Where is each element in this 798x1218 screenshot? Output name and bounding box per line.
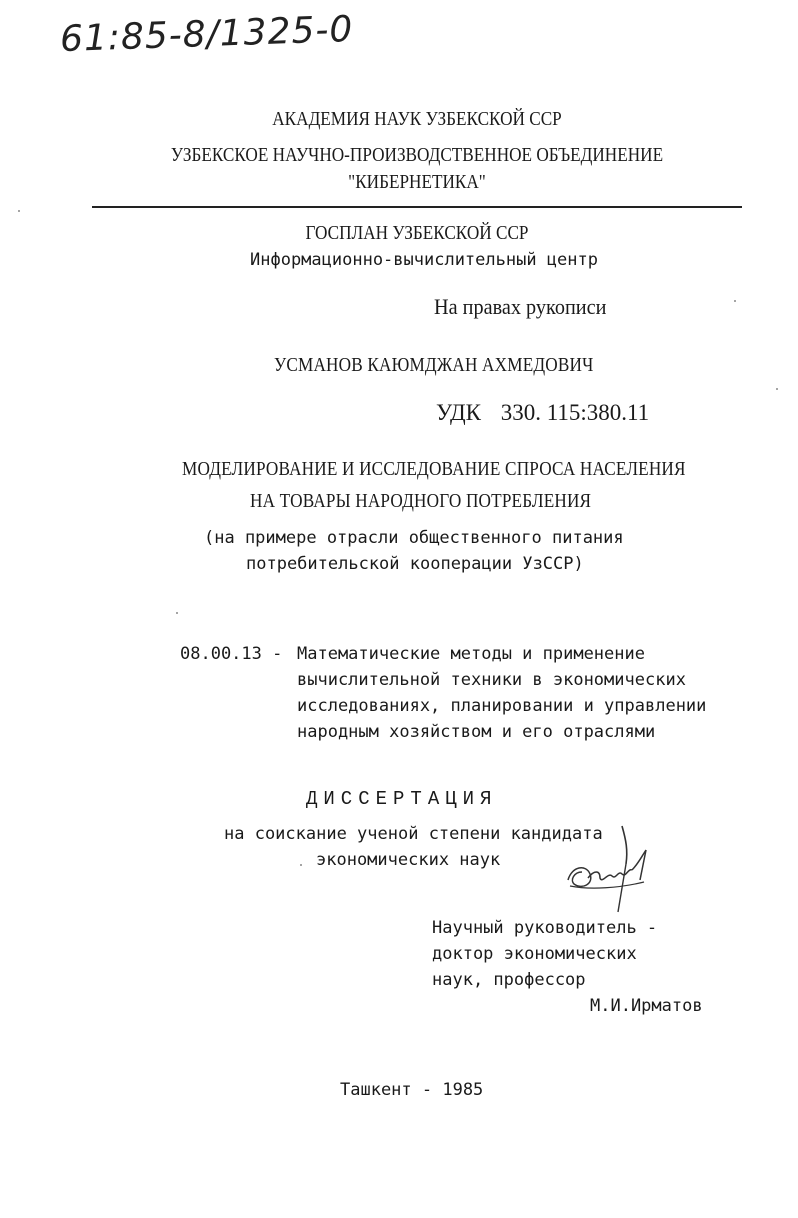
udc-line — [436, 400, 649, 426]
udc-label: УДК — [436, 400, 481, 425]
city-year: Ташкент - 1985 — [340, 1080, 484, 1100]
supervisor-name: М.И.Ирматов — [590, 996, 703, 1016]
association-title: УЗБЕКСКОЕ НАУЧНО-ПРОИЗВОДСТВЕННОЕ ОБЪЕДИНЕНИЕ — [170, 144, 664, 166]
supervisor-line1: Научный руководитель - — [432, 918, 658, 938]
specialty-line1: Математические методы и применение — [297, 644, 645, 664]
scan-speck — [300, 864, 302, 866]
dissertation-title-line2: НА ТОВАРЫ НАРОДНОГО ПОТРЕБЛЕНИЯ — [250, 490, 592, 512]
dissertation-heading: ДИССЕРТАЦИЯ — [306, 788, 498, 810]
scan-speck — [776, 388, 778, 390]
archive-code: 61:85-8/1325-0 — [59, 8, 354, 61]
author-name: УСМАНОВ КАЮМДЖАН АХМЕДОВИЧ — [274, 354, 594, 376]
scan-speck — [18, 210, 20, 212]
specialty-code: 08.00.13 - — [180, 644, 283, 664]
gosplan-title: ГОСПЛАН УЗБЕКСКОЙ ССР — [305, 222, 529, 244]
supervisor-line2: доктор экономических — [432, 944, 637, 964]
dissertation-subtitle-line1: (на примере отрасли общественного питания — [204, 528, 624, 548]
signature-mark — [560, 820, 660, 916]
udc-code: 330. 115:380.11 — [500, 400, 650, 425]
supervisor-line3: наук, профессор — [432, 970, 586, 990]
header-divider — [92, 206, 742, 208]
specialty-line4: народным хозяйством и его отраслями — [297, 722, 656, 742]
scan-speck — [734, 300, 736, 302]
association-name: "КИБЕРНЕТИКА" — [348, 171, 486, 193]
degree-line2: экономических наук — [316, 850, 501, 870]
degree-line1: на соискание ученой степени кандидата — [224, 824, 603, 844]
academy-title: АКАДЕМИЯ НАУК УЗБЕКСКОЙ ССР — [272, 108, 562, 130]
dissertation-subtitle-line2: потребительской кооперации УзССР) — [246, 554, 584, 574]
specialty-line3: исследованиях, планировании и управлении — [297, 696, 707, 716]
manuscript-note: На правах рукописи — [434, 294, 607, 319]
computing-center: Информационно-вычислительный центр — [250, 250, 598, 270]
dissertation-title-line1: МОДЕЛИРОВАНИЕ И ИССЛЕДОВАНИЕ СПРОСА НАСЕЛЕНИЯ — [182, 458, 686, 480]
scan-speck — [176, 612, 178, 614]
specialty-line2: вычислительной техники в экономических — [297, 670, 686, 690]
